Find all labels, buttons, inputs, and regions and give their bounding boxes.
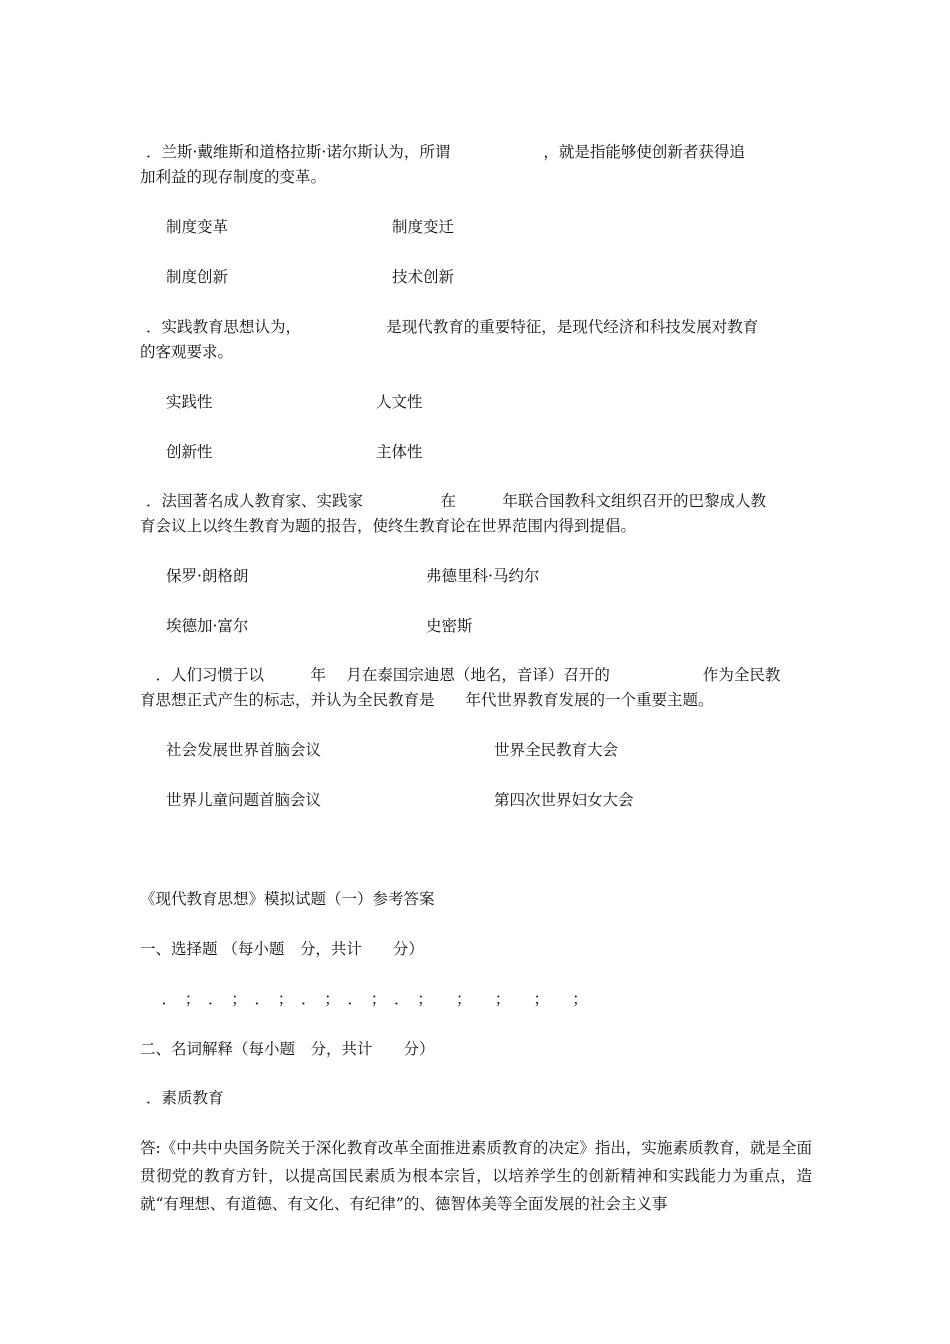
question-3-option-d: 史密斯 — [426, 617, 473, 635]
answer-key-title: 《现代教育思想》模拟试题（一）参考答案 — [140, 890, 435, 908]
question-4-option-b: 世界全民教育大会 — [494, 741, 619, 759]
question-1-option-b: 制度变迁 — [392, 218, 455, 236]
question-3-option-c: 埃德加·富尔 — [166, 617, 249, 635]
question-4-stem-line2: 育思想正式产生的标志，并认为全民教育是 年代世界教育发展的一个重要主题。 — [140, 691, 714, 709]
term-1-answer: 答:《中共中央国务院关于深化教育改革全面推进素质教育的决定》指出，实施素质教育，就是全面贯彻党的教育方针，以提高国民素质为根本宗旨，以培养学生的创新精神和实践能力为重点，造就“有理想、有道德、有文化、有纪律”的、德智体美等全面发展的社会主义事 — [140, 1139, 812, 1213]
question-3-stem-line1: ．法国著名成人教育家、实践家 在 年联合国教科文组织召开的巴黎成人教 — [146, 492, 767, 510]
question-1-option-c: 制度创新 — [166, 268, 229, 286]
question-4-option-d: 第四次世界妇女大会 — [494, 791, 634, 809]
section-1-title: 一、选择题 （每小题 分，共计 分） — [140, 940, 424, 958]
question-1-option-a: 制度变革 — [166, 218, 229, 236]
question-1-option-d: 技术创新 — [392, 268, 455, 286]
question-3-stem-line2: 育会议上以终生教育为题的报告，使终生教育论在世界范围内得到提倡。 — [140, 517, 637, 535]
section-1-answers: ． ； ． ； ． ； ． ； ． ； ． ； ； ； ； ； — [146, 990, 588, 1008]
question-4-option-a: 社会发展世界首脑会议 — [166, 741, 322, 759]
section-2-title: 二、名词解释（每小题 分，共计 分） — [140, 1040, 435, 1058]
question-1-stem-line2: 加利益的现存制度的变革。 — [140, 168, 327, 186]
question-3-option-b: 弗德里科·马约尔 — [426, 567, 540, 585]
question-1-stem-line1: ．兰斯·戴维斯和道格拉斯·诺尔斯认为，所谓 ，就是指能够使创新者获得追 — [146, 143, 745, 161]
term-1-title: ．素质教育 — [146, 1089, 224, 1107]
question-2-stem-line1: ．实践教育思想认为， 是现代教育的重要特征，是现代经济和科技发展对教育 — [146, 318, 759, 336]
question-3-option-a: 保罗·朗格朗 — [166, 567, 249, 585]
question-2-option-d: 主体性 — [376, 443, 423, 461]
question-2-option-a: 实践性 — [166, 393, 213, 411]
question-2-stem-line2: 的客观要求。 — [140, 343, 234, 361]
question-2-option-b: 人文性 — [376, 393, 423, 411]
question-4-stem-line1: ．人们习惯于以 年 月在泰国宗迪恩（地名，音译）召开的 作为全民教 — [140, 666, 781, 684]
question-4-option-c: 世界儿童问题首脑会议 — [166, 791, 322, 809]
question-2-option-c: 创新性 — [166, 443, 213, 461]
